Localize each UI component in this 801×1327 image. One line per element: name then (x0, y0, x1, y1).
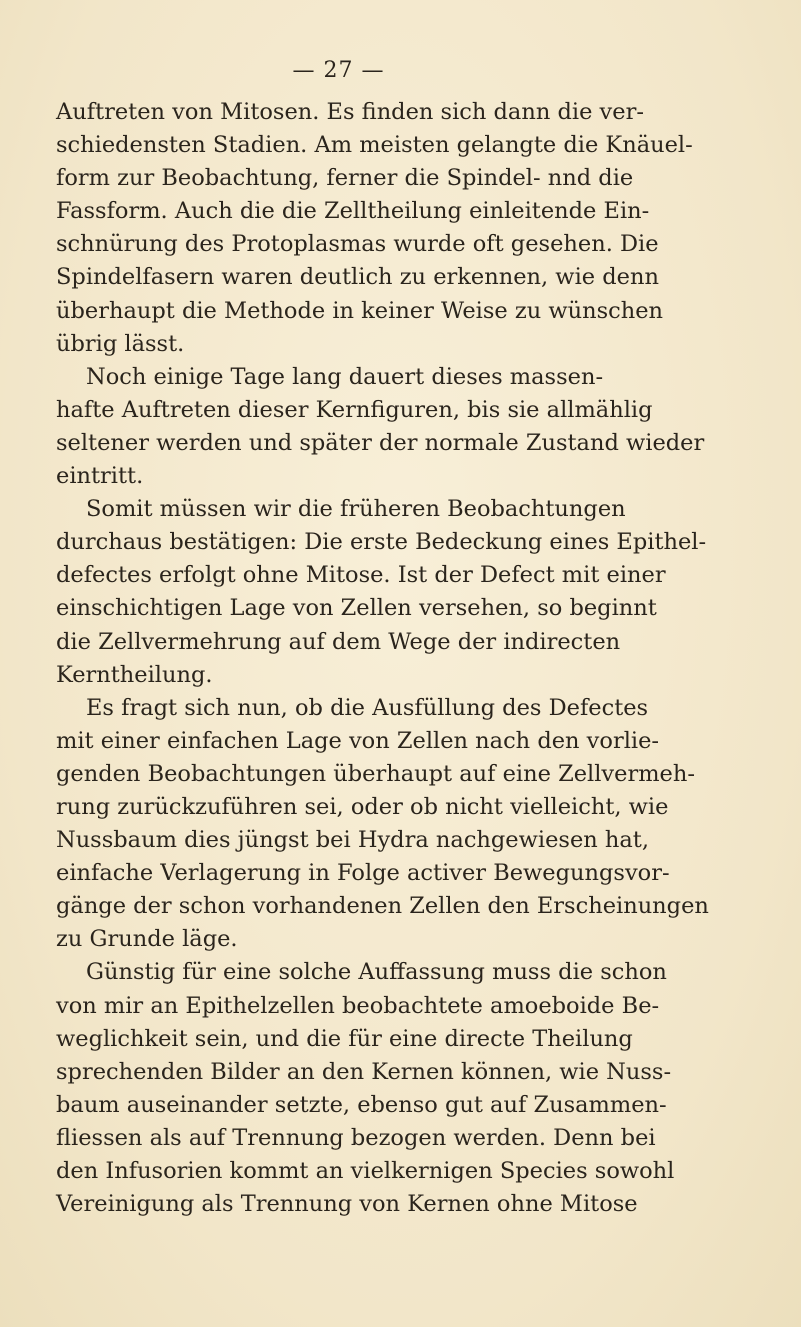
text-line: Günstig für eine solche Auffassung muss die schon (86, 959, 667, 986)
text-line: einschichtigen Lage von Zellen versehen, so beginnt (56, 595, 657, 622)
text-line: zu Grunde läge. (56, 926, 238, 953)
text-line: den Infusorien kommt an vielkernigen Species sowohl (56, 1158, 675, 1184)
text-line: seltener werden und später der normale Zustand wieder (56, 429, 705, 456)
page-number: — 27 — (292, 58, 385, 83)
text-line: die Zellvermehrung auf dem Wege der indirecten (56, 628, 621, 655)
text-line: Kerntheilung. (56, 661, 213, 688)
paragraph-1 (56, 96, 796, 361)
text-line: mit einer einfachen Lage von Zellen nach den vorlie- (56, 727, 660, 754)
text-line: Es fragt sich nun, ob die Ausfüllung des Defectes (86, 694, 649, 721)
text-line: Spindelfasern waren deutlich zu erkennen, wie denn (56, 264, 659, 291)
paragraph-5 (56, 956, 796, 1221)
text-line: schiedensten Stadien. Am meisten gelangte die Knäuel- (56, 132, 693, 159)
text-line: eintritt. (56, 463, 144, 490)
text-line: defectes erfolgt ohne Mitose. Ist der Defect mit einer (56, 562, 666, 589)
paragraph-3 (56, 493, 796, 692)
text-line: Somit müssen wir die früheren Beobachtungen (86, 496, 626, 523)
text-line: form zur Beobachtung, ferner die Spindel- nnd die (56, 165, 634, 192)
text-line: Auftreten von Mitosen. Es finden sich dann die ver- (56, 99, 644, 125)
text-line: fliessen als auf Trennung bezogen werden. Denn bei (56, 1124, 656, 1151)
text-line: Vereinigung als Trennung von Kernen ohne Mitose (56, 1191, 638, 1218)
text-line: Fassform. Auch die die Zelltheilung einleitende Ein- (56, 198, 650, 225)
body-text (56, 96, 796, 1221)
text-line: Nussbaum dies jüngst bei Hydra nachgewiesen hat, (56, 827, 649, 854)
text-line: durchaus bestätigen: Die erste Bedeckung eines Epithel- (56, 529, 707, 556)
text-line: übrig lässt. (56, 330, 185, 357)
text-line: baum auseinander setzte, ebenso gut auf Zusammen- (56, 1091, 667, 1118)
text-line: weglichkeit sein, und die für eine directe Theilung (56, 1025, 633, 1052)
paragraph-4 (56, 692, 796, 957)
text-line: rung zurückzuführen sei, oder ob nicht vielleicht, wie (56, 793, 669, 820)
text-line: hafte Auftreten dieser Kernfiguren, bis sie allmählig (56, 396, 653, 423)
text-line: Noch einige Tage lang dauert dieses massen- (86, 363, 604, 390)
text-line: überhaupt die Methode in keiner Weise zu wünschen (56, 297, 664, 324)
text-line: gänge der schon vorhandenen Zellen den Erscheinungen (56, 893, 709, 920)
text-line: sprechenden Bilder an den Kernen können, wie Nuss- (56, 1058, 672, 1085)
text-line: schnürung des Protoplasmas wurde oft gesehen. Die (56, 231, 659, 258)
text-line: genden Beobachtungen überhaupt auf eine Zellvermeh- (56, 760, 695, 787)
paragraph-2 (56, 361, 796, 493)
text-line: einfache Verlagerung in Folge activer Bewegungsvor- (56, 860, 670, 887)
text-line: von mir an Epithelzellen beobachtete amoeboide Be- (56, 992, 660, 1019)
